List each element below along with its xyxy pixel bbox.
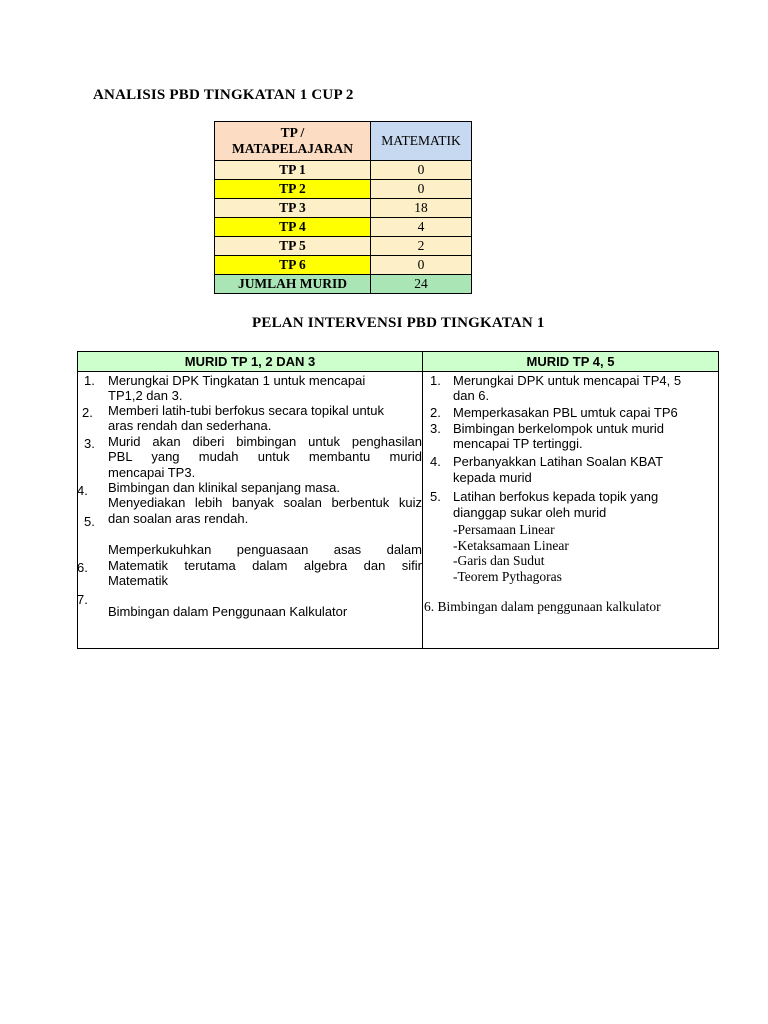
list-text: Bimbingan berkelompok untuk murid [453, 421, 664, 436]
tp-label: TP 6 [215, 256, 371, 275]
tp-value: 4 [371, 218, 472, 237]
right-item-6: 6. Bimbingan dalam penggunaan kalkulator [424, 599, 661, 614]
list-number: 5. [430, 489, 441, 504]
list-text: Bimbingan dan klinikal sepanjang masa. [108, 480, 340, 495]
analysis-title: ANALISIS PBD TINGKATAN 1 CUP 2 [93, 87, 354, 103]
list-text: dan soalan aras rendah. [108, 511, 249, 526]
list-number: 2. [430, 405, 441, 420]
table-row [215, 256, 472, 275]
header-tp-matapelajaran [215, 122, 371, 161]
tp-analysis-table [214, 121, 472, 294]
tp-value: 18 [371, 199, 472, 218]
tp-label: TP 2 [215, 180, 371, 199]
list-text: Matematik terutama dalam algebra dan sifir [108, 558, 422, 573]
list-text: dan 6. [453, 388, 490, 403]
table-header-row [215, 122, 472, 161]
list-text: Memperkukuhkan penguasaan asas dalam [108, 542, 422, 557]
tp-label: TP 4 [215, 218, 371, 237]
list-text: Latihan berfokus kepada topik yang [453, 489, 659, 504]
tp-label: TP 3 [215, 199, 371, 218]
list-number: 3. [430, 421, 441, 436]
table-row [215, 180, 472, 199]
list-number: 2. [82, 405, 93, 420]
list-text: Merungkai DPK untuk mencapai TP4, 5 [453, 373, 682, 388]
topic-item: -Persamaan Linear [453, 522, 555, 537]
list-text: dianggap sukar oleh murid [453, 505, 607, 520]
tp-value: 0 [371, 161, 472, 180]
list-text: Perbanyakkan Latihan Soalan KBAT [453, 454, 664, 469]
tp-label: TP 1 [215, 161, 371, 180]
total-value: 24 [371, 275, 472, 294]
list-text: aras rendah dan sederhana. [108, 418, 272, 433]
list-text: TP1,2 dan 3. [108, 388, 183, 403]
topic-item: -Garis dan Sudut [453, 553, 545, 568]
header-line2: MATAPELAJARAN [232, 141, 353, 156]
list-number: 7. [77, 592, 88, 607]
list-text: Memberi latih-tubi berfokus secara topikal untuk [108, 403, 385, 418]
list-text: PBL yang mudah untuk membantu murid [108, 449, 422, 464]
tp-label: TP 5 [215, 237, 371, 256]
list-text: Murid akan diberi bimbingan untuk penghasilan [108, 434, 422, 449]
list-text: Bimbingan dalam Penggunaan Kalkulator [108, 604, 348, 619]
list-text: Memperkasakan PBL umtuk capai TP6 [453, 405, 678, 420]
list-number: 4. [77, 483, 88, 498]
total-row [215, 275, 472, 294]
list-text: mencapai TP tertinggi. [453, 436, 583, 451]
list-text: Matematik [108, 573, 168, 588]
intervention-title: PELAN INTERVENSI PBD TINGKATAN 1 [252, 315, 545, 331]
header-line1: TP / [280, 125, 305, 140]
right-column-header: MURID TP 4, 5 [423, 352, 718, 372]
header-matematik: MATEMATIK [371, 122, 472, 161]
tp-value: 0 [371, 256, 472, 275]
total-label: JUMLAH MURID [215, 275, 371, 294]
list-number: 1. [430, 373, 441, 388]
left-column-header: MURID TP 1, 2 DAN 3 [78, 352, 422, 372]
list-number: 1. [84, 373, 95, 388]
tp-value: 2 [371, 237, 472, 256]
list-number: 5. [84, 514, 95, 529]
list-text: Menyediakan lebih banyak soalan berbentuk kuiz [108, 495, 422, 510]
column-divider [422, 352, 423, 648]
list-number: 3. [84, 436, 95, 451]
table-row [215, 237, 472, 256]
table-row [215, 199, 472, 218]
table-row [215, 218, 472, 237]
topic-item: -Teorem Pythagoras [453, 569, 562, 584]
list-text: kepada murid [453, 470, 532, 485]
list-text: mencapai TP3. [108, 465, 196, 480]
list-text: Merungkai DPK Tingkatan 1 untuk mencapai [108, 373, 366, 388]
table-row [215, 161, 472, 180]
tp-value: 0 [371, 180, 472, 199]
list-number: 6. [77, 560, 88, 575]
list-number: 4. [430, 454, 441, 469]
topic-item: -Ketaksamaan Linear [453, 538, 569, 553]
intervention-plan-table [77, 351, 719, 649]
